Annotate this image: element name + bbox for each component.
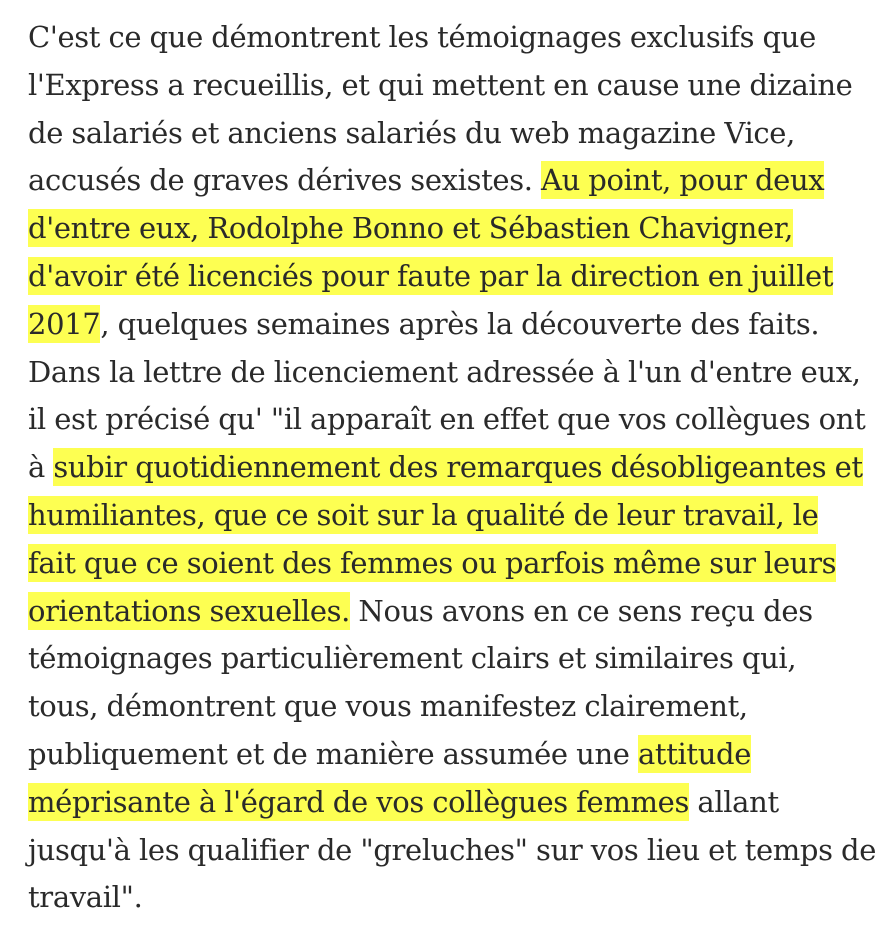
body-text: de salariés et anciens salariés du web magazine Vice, xyxy=(28,115,795,150)
body-text: à xyxy=(28,450,54,485)
body-text: il est précisé qu' "il apparaît en effet que vos collègues ont xyxy=(28,402,866,437)
highlighted-text: d'avoir été licenciés pour faute par la direction en juillet xyxy=(28,258,834,293)
body-text: l'Express a recueillis, et qui mettent en cause une dizaine xyxy=(28,67,853,102)
body-text: témoignages particulièrement clairs et similaires qui, xyxy=(28,641,797,676)
text-line xyxy=(28,635,878,683)
text-line xyxy=(28,253,878,301)
text-line xyxy=(28,683,878,731)
text-line xyxy=(28,205,878,253)
highlighted-text: fait que ce soient des femmes ou parfois même sur leurs xyxy=(28,545,837,580)
text-line xyxy=(28,588,878,636)
text-line xyxy=(28,110,878,158)
body-text: accusés de graves dérives sexistes. xyxy=(28,163,542,198)
highlighted-text: attitude xyxy=(637,736,752,771)
highlighted-text: subir quotidiennement des remarques désobligeantes et xyxy=(53,450,863,485)
highlighted-text: humiliantes, que ce soit sur la qualité de leur travail, le xyxy=(28,497,819,532)
article-paragraph xyxy=(28,14,878,922)
text-line xyxy=(28,779,878,827)
text-line xyxy=(28,349,878,397)
highlighted-text: d'entre eux, Rodolphe Bonno et Sébastien Chavigner, xyxy=(28,211,793,246)
body-text: , quelques semaines après la découverte des faits. xyxy=(100,306,820,341)
text-line xyxy=(28,301,878,349)
body-text: jusqu'à les qualifier de "greluches" sur vos lieu et temps de xyxy=(28,832,877,867)
highlighted-text: Au point, pour deux xyxy=(541,163,825,198)
text-line xyxy=(28,827,878,875)
text-line xyxy=(28,731,878,779)
text-line xyxy=(28,492,878,540)
body-text: Dans la lettre de licenciement adressée à l'un d'entre eux, xyxy=(28,354,861,389)
body-text: allant xyxy=(689,784,779,819)
text-line xyxy=(28,157,878,205)
text-line xyxy=(28,874,878,922)
text-line xyxy=(28,444,878,492)
text-line xyxy=(28,14,878,62)
text-line xyxy=(28,396,878,444)
highlighted-text: méprisante à l'égard de vos collègues femmes xyxy=(28,784,690,819)
text-line xyxy=(28,62,878,110)
text-line xyxy=(28,540,878,588)
body-text: C'est ce que démontrent les témoignages exclusifs que xyxy=(28,20,816,54)
body-text: travail". xyxy=(28,880,143,915)
body-text: Nous avons en ce sens reçu des xyxy=(350,593,813,628)
body-text: publiquement et de manière assumée une xyxy=(28,736,638,771)
body-text: tous, démontrent que vous manifestez clairement, xyxy=(28,689,748,724)
highlighted-text: 2017 xyxy=(28,306,101,341)
highlighted-text: orientations sexuelles. xyxy=(28,593,351,628)
